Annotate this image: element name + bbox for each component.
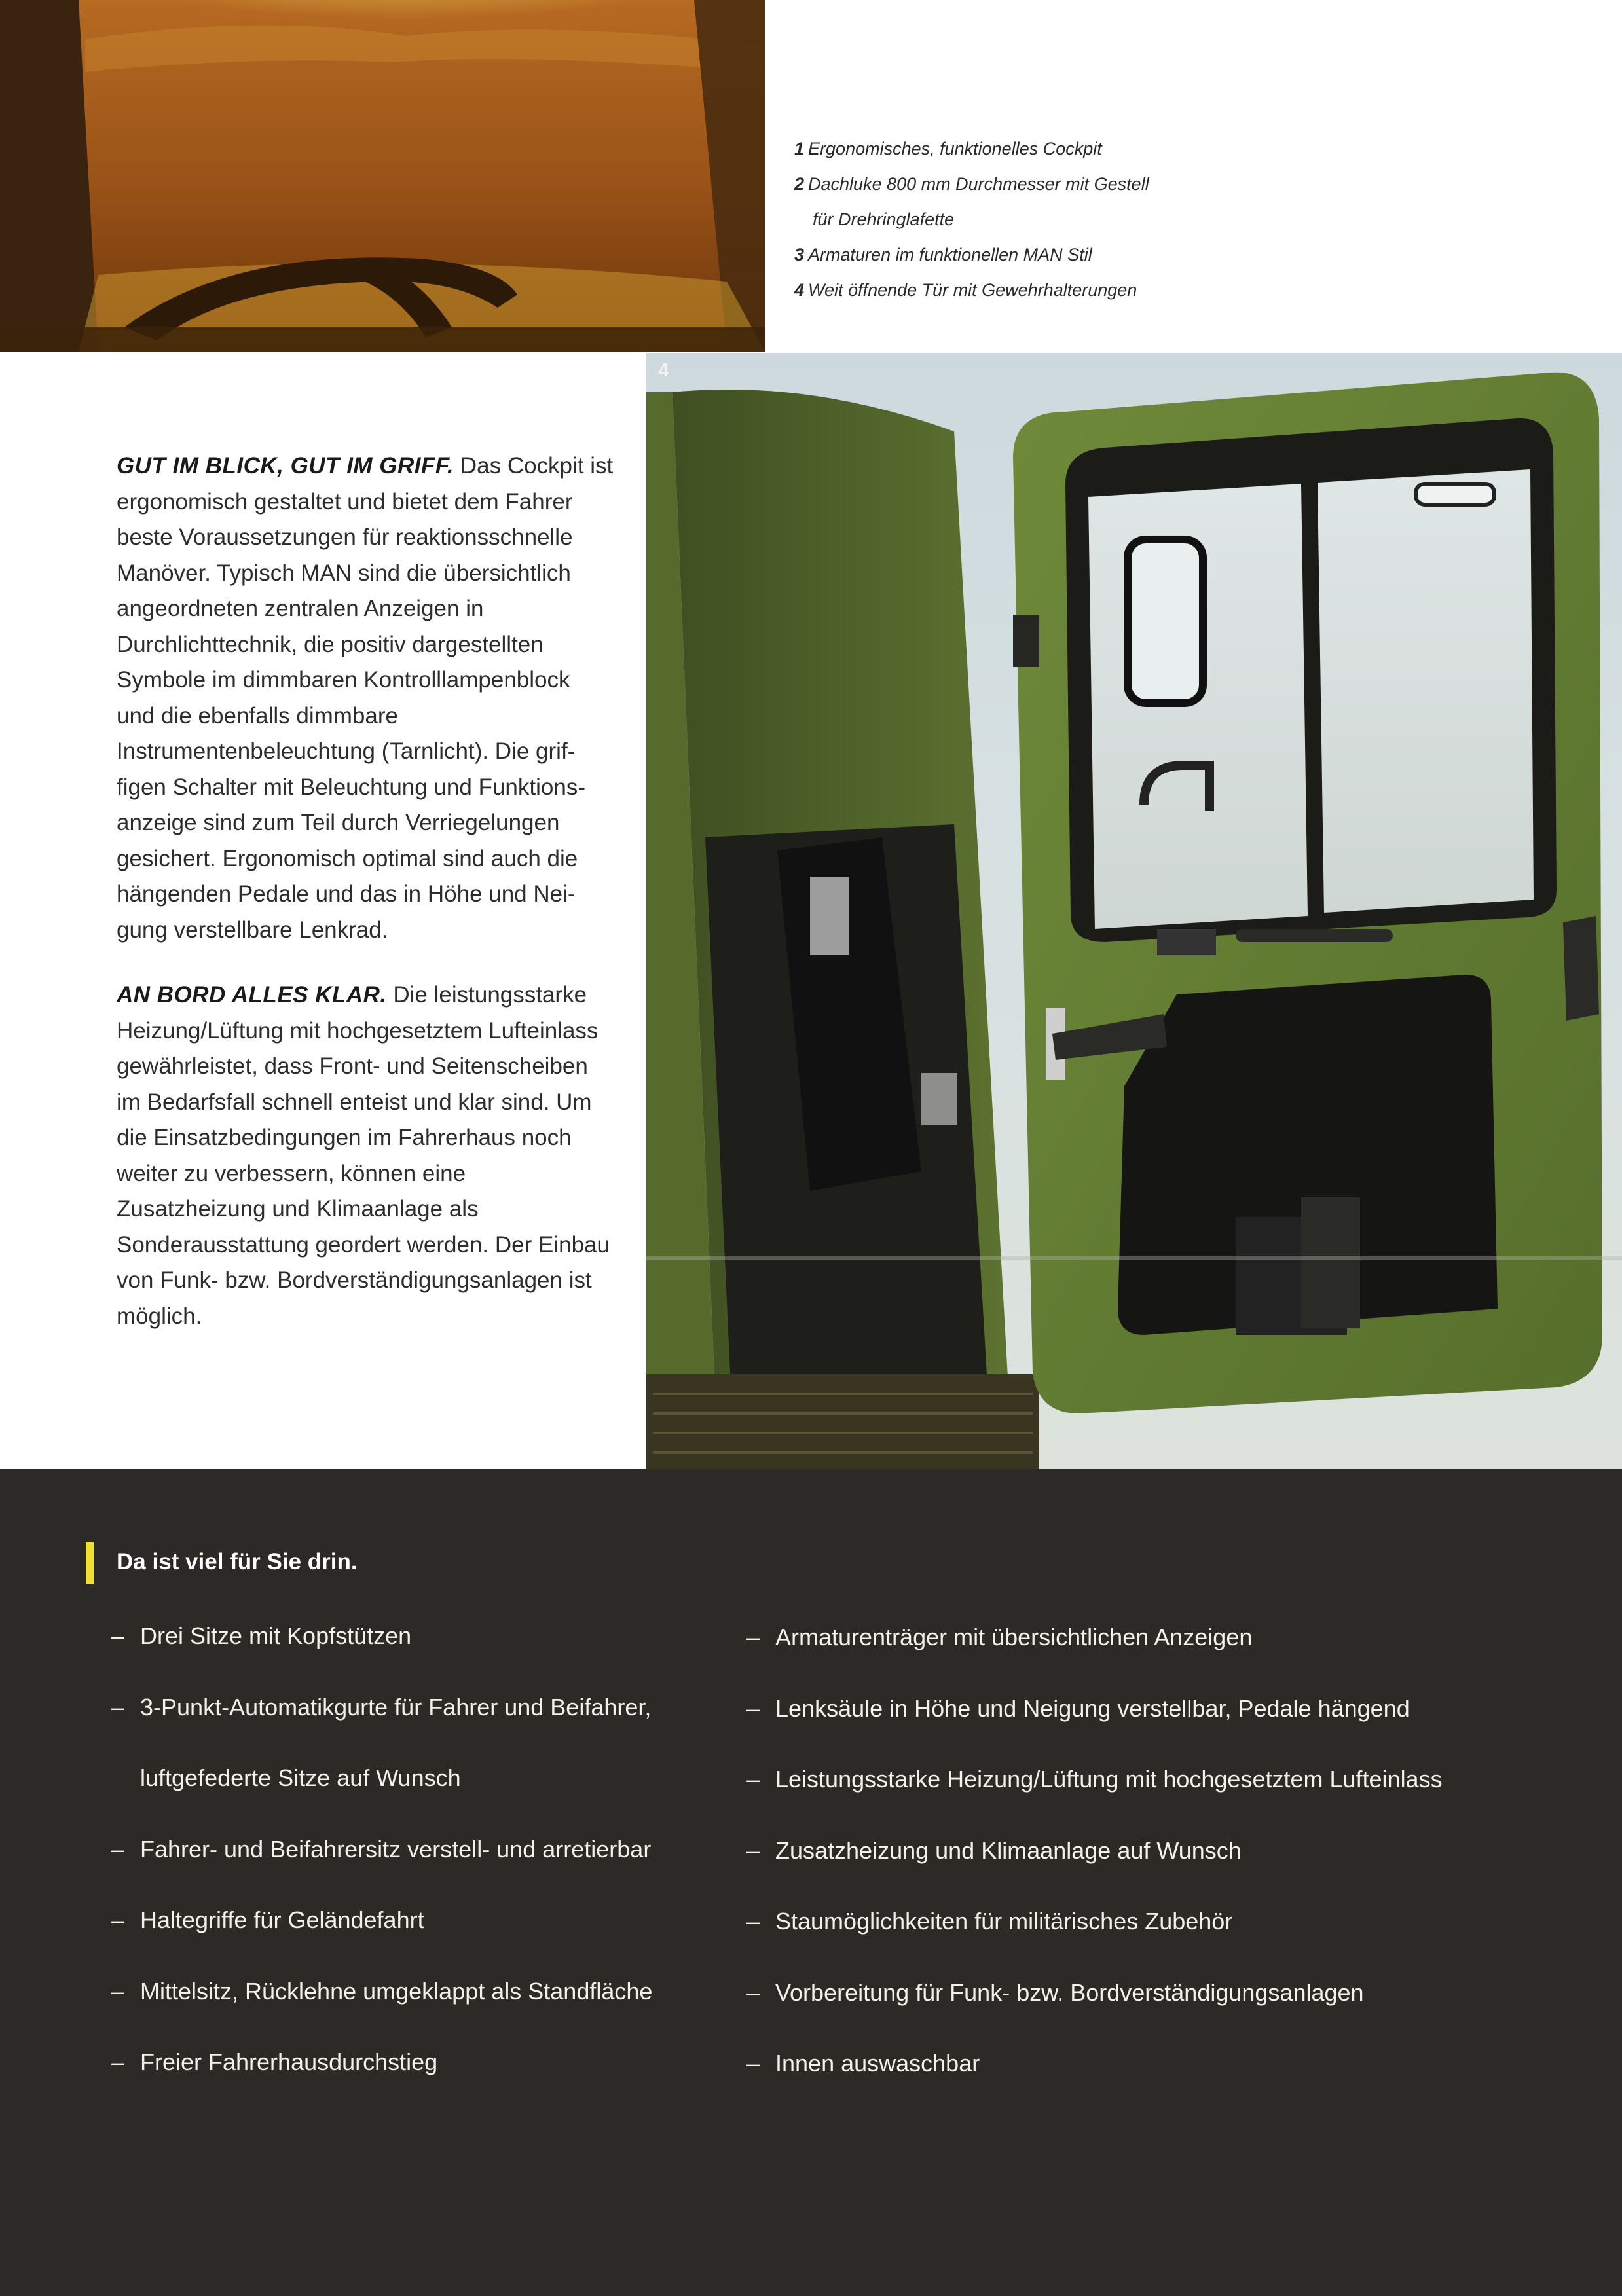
feature-item: – Zusatzheizung und Klimaanlage auf Wunsch (746, 1836, 1242, 1864)
feature-item: – Lenksäule in Höhe und Neigung verstellbar, Pedale hängend (746, 1694, 1410, 1722)
cockpit-sunset-illustration (0, 0, 765, 352)
features-title: Da ist viel für Sie drin. (117, 1549, 358, 1575)
feature-item: – Armaturenträger mit übersichtlichen Anzeigen (746, 1624, 1253, 1650)
photo-number-label: 4 (658, 359, 669, 381)
feature-item: – 3-Punkt-Automatikgurte für Fahrer und Beifahrer, (111, 1693, 652, 1721)
feature-item: – Innen auswaschbar (746, 2050, 980, 2077)
feature-item: – Drei Sitze mit Kopfstützen (111, 1622, 412, 1649)
heading-gut-im-blick: GUT IM BLICK, GUT IM GRIFF. (117, 453, 454, 479)
accent-bar (86, 1542, 94, 1584)
feature-item: – Leistungsstarke Heizung/Lüftung mit hochgesetztem Lufteinlass (746, 1766, 1443, 1793)
feature-item: – Fahrer- und Beifahrersitz verstell- und arretierbar (111, 1835, 652, 1863)
features-panel (0, 1469, 1622, 2296)
caption-4: 4 Weit öffnende Tür mit Gewehrhalterungen (794, 280, 1137, 300)
feature-item: – Freier Fahrerhausdurchstieg (111, 2049, 438, 2075)
caption-2-continued: für Drehringlafette (813, 210, 955, 229)
caption-3: 3 Armaturen im funktionellen MAN Stil (794, 245, 1092, 264)
features-right-column (746, 1613, 1598, 2111)
article-body (117, 448, 614, 1364)
feature-item-continued: luftgefederte Sitze auf Wunsch (140, 1764, 461, 1791)
heading-an-bord: AN BORD ALLES KLAR. (117, 982, 387, 1008)
caption-1: 1 Ergonomisches, funktionelles Cockpit (794, 139, 1102, 158)
feature-item: – Haltegriffe für Geländefahrt (111, 1906, 424, 1933)
cab-door-illustration (646, 353, 1622, 1469)
feature-item: – Vorbereitung für Funk- bzw. Bordverständigungsanlagen (746, 1978, 1364, 2006)
photo-captions (794, 131, 1580, 308)
caption-2: 2 Dachluke 800 mm Durchmesser mit Gestell (794, 174, 1149, 194)
cockpit-sunset-photo (0, 0, 765, 352)
paragraph-cockpit: GUT IM BLICK, GUT IM GRIFF. Das Cockpit ist ergonomisch gestaltet und bietet dem Fahrer beste Voraussetzungen für reaktionsschnelle Manöver. Typisch MAN sind die übersichtlich angeordneten zentralen Anzeigen in Durchlichttechnik, die positiv dargestellten Symbole im dimmbaren Kontrolllampenblock und die ebenfalls dimmbare Instrumentenbeleuchtung (Tarnlicht). Die griffigen Schalter mit Beleuchtung und Funktionsanzeige sind zum Teil durch Verriegelungen gesichert. Ergonomisch optimal sind auch die hängenden Pedale und das in Höhe und Neigung verstellbare Lenkrad. (117, 453, 614, 943)
cab-door-photo (646, 353, 1622, 1469)
feature-item: – Mittelsitz, Rücklehne umgeklappt als Standfläche (111, 1977, 653, 2005)
features-left-column (111, 1613, 720, 2111)
feature-item: – Staumöglichkeiten für militärisches Zubehör (746, 1908, 1233, 1935)
paragraph-an-bord: AN BORD ALLES KLAR. Die leistungsstarke Heizung/Lüftung mit hochgesetztem Lufteinlass gewährleistet, dass Front- und Seitenscheiben im Bedarfsfall schnell enteist und klar sind. Um die Einsatzbedingungen im Fahrerhaus noch weiter zu verbessern, können eine Zusatzheizung und Klimaanlage als Sonderausstattung geordert werden. Der Einbau von Funk- bzw. Bordverständigungsanlagen ist möglich. (117, 982, 610, 1329)
